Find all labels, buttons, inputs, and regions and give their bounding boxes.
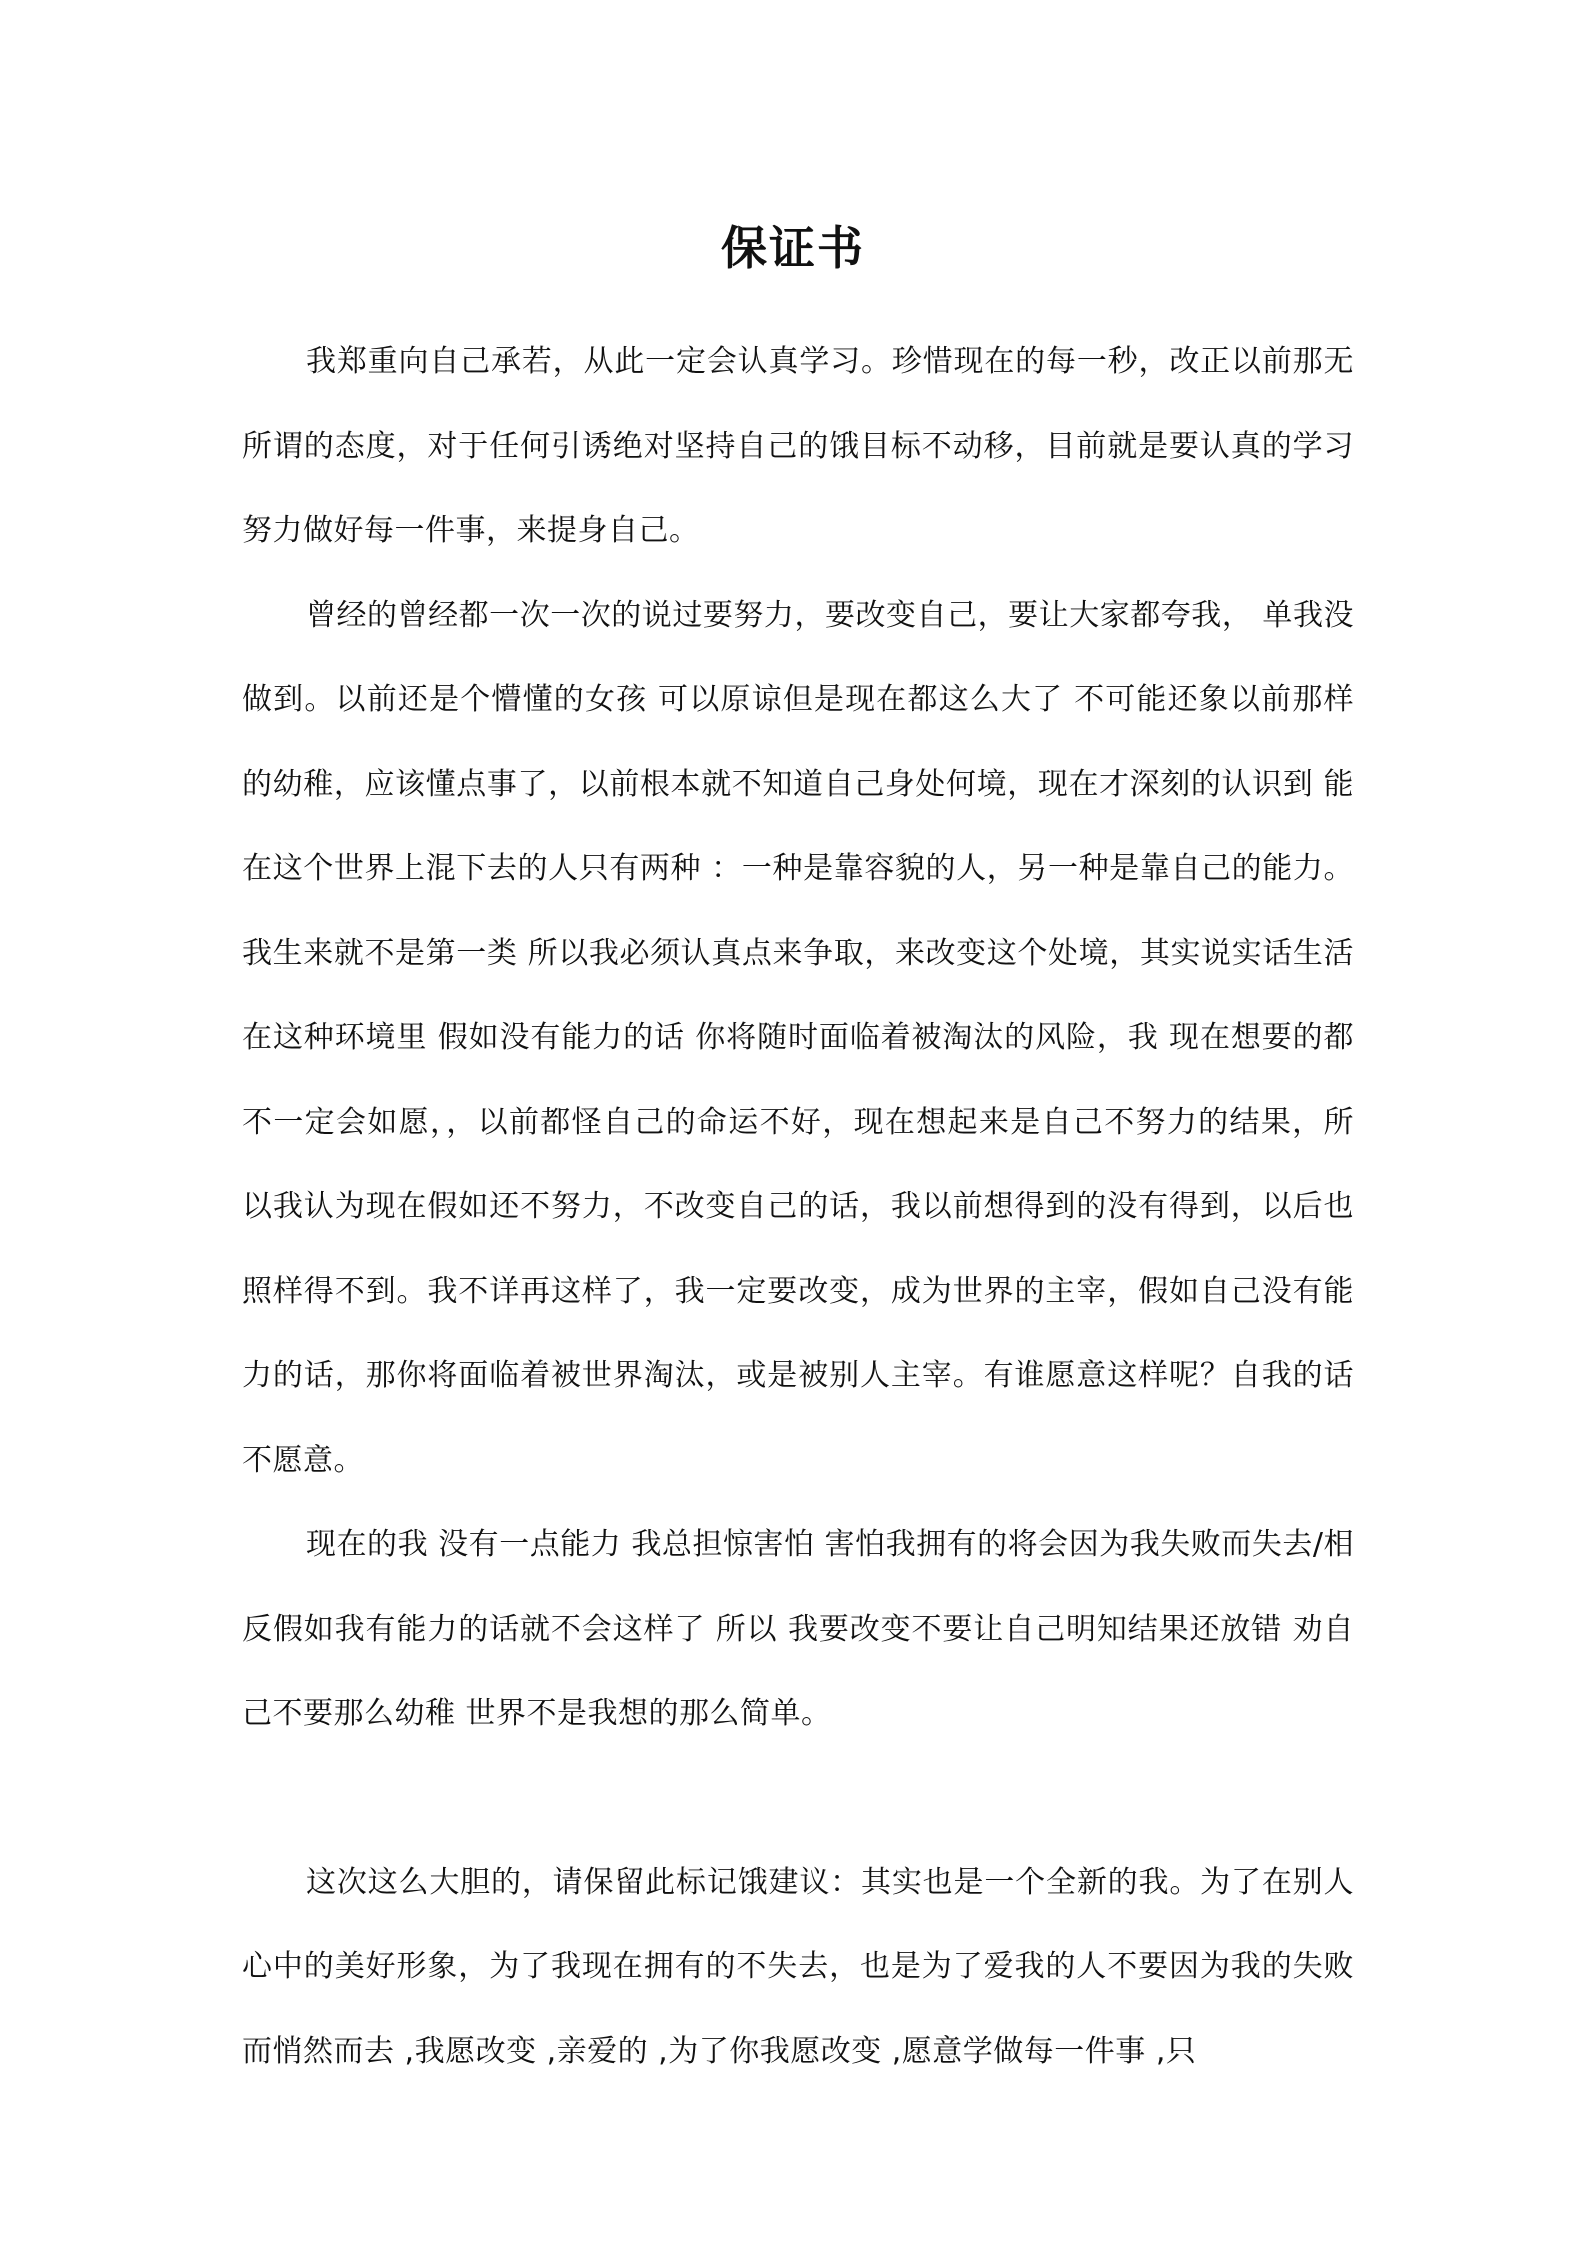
paragraph-reflection: 曾经的曾经都一次一次的说过要努力，要改变自己，要让大家都夸我， 单我没做到。以前还是个懵懂的女孩 可以原谅但是现在都这么大了 不可能还象以前那样的幼稚，应该懂点事了，以前根本就不知道自己身处何境，现在才深刻的认识到 能在这个世界上混下去的人只有两种 ：一种是靠容貌的人，另一种是靠自己的能力。我生来就不是第一类 所以我必须认真点来争取，来改变这个处境，其实说实话生活在这种环境里 假如没有能力的话 你将随时面临着被淘汰的风险，我 现在想要的都不一定会如愿，，以前都怪自己的命运不好，现在想起来是自己不努力的结果，所以我认为现在假如还不努力，不改变自己的话，我以前想得到的没有得到，以后也照样得不到。我不详再这样了，我一定要改变，成为世界的主宰，假如自己没有能力的话，那你将面临着被世界淘汰，或是被别人主宰。有谁愿意这样呢？自我的话不愿意。	[242, 597, 1354, 1478]
document-title: 保证书	[721, 221, 865, 275]
paragraph-spacer	[242, 1757, 1354, 1841]
paragraph-new-self: 这次这么大胆的，请保留此标记饿建议：其实也是一个全新的我。为了在别人心中的美好形象，为了我现在拥有的不失去，也是为了爱我的人不要因为我的失败而悄然而去 ,我愿改变 ,亲爱的 ,为了你我愿改变 ,愿意学做每一件事 ,只	[242, 1864, 1354, 2069]
document-body	[242, 320, 1354, 2094]
paragraph-commitment: 我郑重向自己承若，从此一定会认真学习。珍惜现在的每一秒，改正以前那无所谓的态度，对于任何引诱绝对坚持自己的饿目标不动移，目前就是要认真的学习努力做好每一件事，来提身自己。	[242, 344, 1354, 548]
paragraph-fear: 现在的我 没有一点能力 我总担惊害怕 害怕我拥有的将会因为我失败而失去/相反假如我有能力的话就不会这样了 所以 我要改变不要让自己明知结果还放错 劝自己不要那么幼稚 世界不是我想的那么简单。	[242, 1527, 1354, 1731]
